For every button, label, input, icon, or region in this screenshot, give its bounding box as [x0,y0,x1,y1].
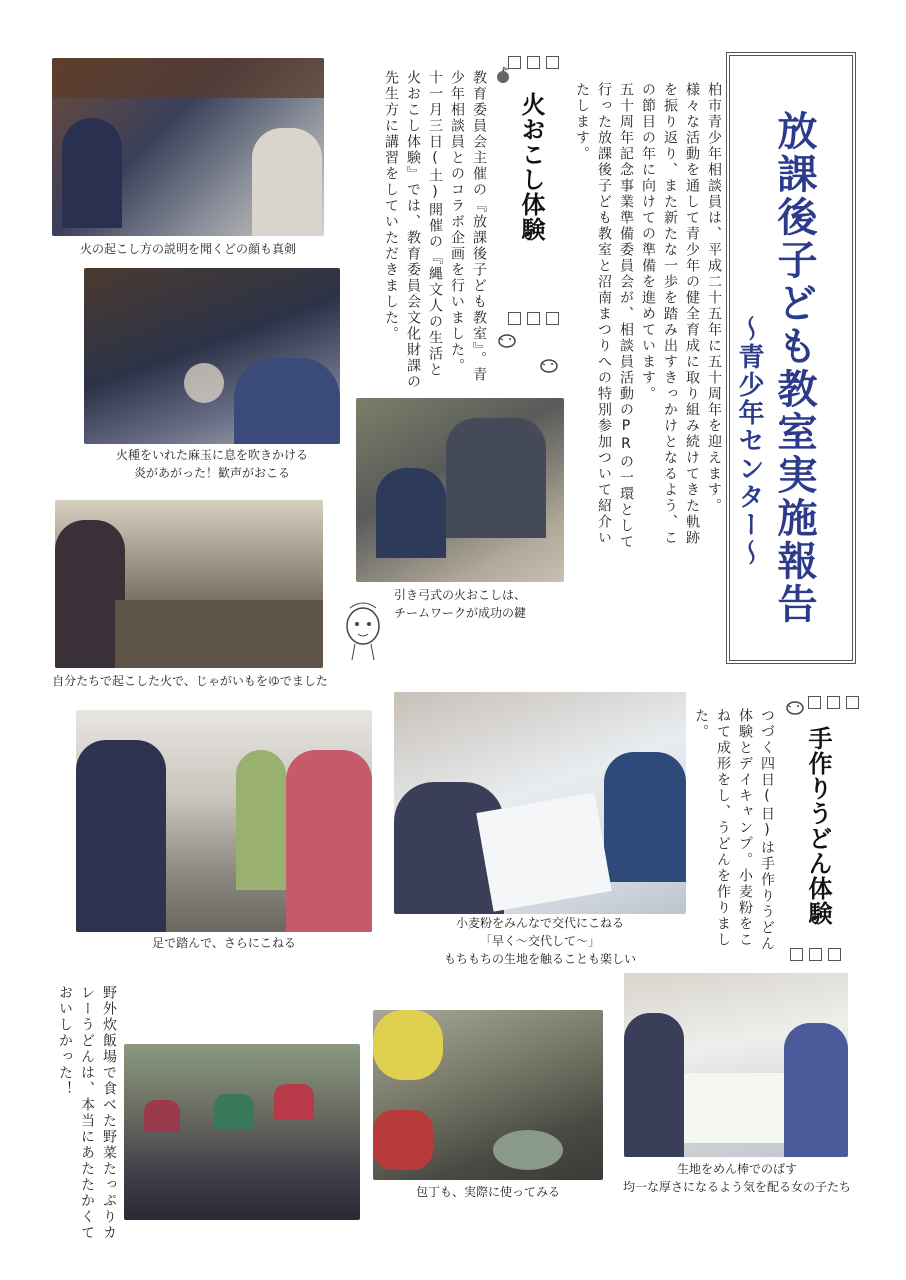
photo-rolling-pin [624,973,848,1157]
page-subtitle: ～青少年センター～ [734,315,764,567]
caption-line: 火種をいれた麻玉に息を吹きかける [115,448,308,462]
udon-heading: 手作りうどん体験 [804,726,832,926]
apple-icon [494,66,512,84]
fire-text [328,70,490,390]
decor-boxes [508,312,559,325]
photo-caption: 火の起こし方の説明を聞くどの顔も真剣 [79,242,296,256]
decor-boxes [808,696,859,709]
intro-paragraph: 五十周年記念事業準備委員会が、相談員活動のPRの一環として行った放課後子ども教室と沼南まつりへの特別参加ついて紹介いたします。 [574,82,634,550]
page-title: 放課後子ども教室実施報告 [771,110,817,626]
curry-text: 野外炊飯場で食べた野菜たっぷりカレーうどんは、本当にあたたかくておいしかった！ [57,985,117,1241]
bird-icon [784,697,806,717]
photo-caption [394,914,686,968]
decor-boxes [790,948,841,961]
photo-caption: 自分たちで起こした火で、じゃがいもをゆでました [52,674,328,688]
intro-text [565,82,725,552]
caption-line: 小麦粉をみんなで交代にこねる [455,916,624,930]
intro-paragraph: 柏市青少年相談員は、平成二十五年に五十周年を迎えます。 [706,82,722,514]
photo-curry-udon [124,1044,360,1220]
photo-caption: 包丁も、実際に使ってみる [415,1185,560,1199]
photo-stepping-dough [76,710,372,932]
caption-line: 生地をめん棒でのばす [676,1162,797,1176]
photo-caption [84,446,340,482]
caption-line: 均一な厚さになるよう気を配る女の子たち [622,1180,851,1194]
caption-line: 「早く～交代して～」 [479,934,600,948]
caption-line: もちもちの生地を触ることも楽しい [443,952,636,966]
caption-line: 炎があがった！歓声がおこる [133,466,290,480]
photo-potatoes [55,500,323,668]
fire-paragraph: 十一月三日(土)開催の『縄文人の生活と火おこし体験』では、教育委員会文化財課の先生方に講習をしていただきました。 [383,70,443,390]
photo-kneading [394,692,686,914]
intro-paragraph: 様々な活動を通して青少年の健全育成に取り組み続けてきた軌跡を振り返り、また新たな一歩を踏み出すきっかけとなるよう、この節目の年に向けての準備を進めています。 [640,82,700,546]
photo-caption [612,1160,862,1196]
fire-paragraph: 教育委員会主催の『放課後子ども教室』。青少年相談員とのコラボ企画を行いました。 [449,70,487,383]
photo-caption [356,586,564,622]
photo-bow-drill [356,398,564,582]
decor-boxes [508,56,559,69]
bird-icon [538,355,560,375]
mascot-icon [340,598,386,662]
photo-knife [373,1010,603,1180]
bird-icon [496,330,518,350]
photo-caption: 足で踏んで、さらにこねる [152,936,296,950]
fire-heading: 火おこし体験 [517,92,545,242]
udon-paragraph: つづく四日(日)は手作りうどん体験とデイキャンプ。小麦粉をこねて成形をし、うどんを作りました。 [693,708,775,952]
photo-blowing-fire [84,268,340,444]
photo-fire-explanation [52,58,324,236]
caption-line: チームワークが成功の鍵 [393,606,526,620]
caption-line: 引き弓式の火おこしは、 [393,588,526,602]
udon-text [693,708,778,958]
